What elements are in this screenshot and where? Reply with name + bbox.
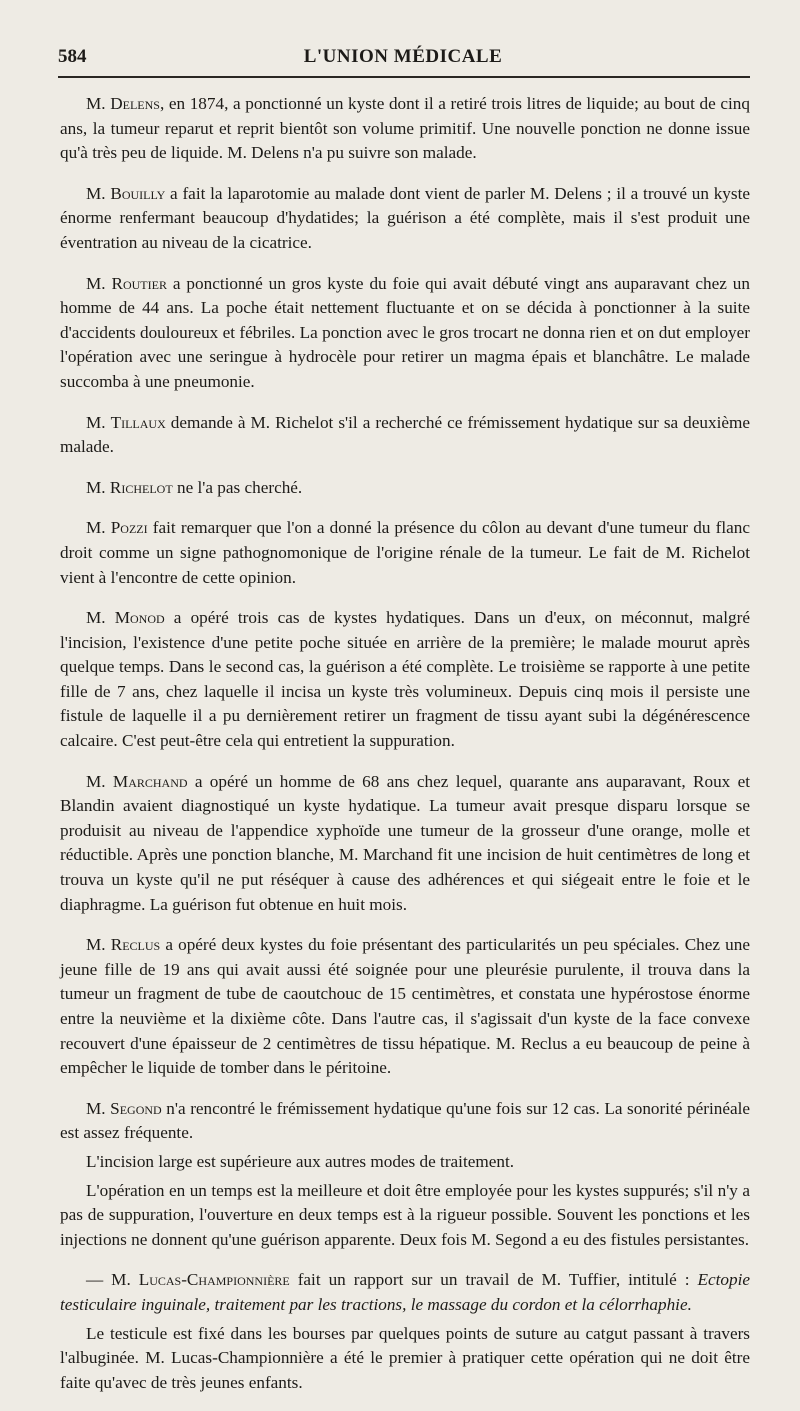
speaker-name: Reclus [110, 935, 161, 955]
speaker-name: Routier [111, 273, 167, 293]
page-number: 584 [58, 46, 87, 67]
paragraph-segond-incision: L'incision large est supérieure aux autres modes de traitement. [86, 1151, 515, 1171]
paragraph-tillaux: M. Tillaux demande à M. Richelot s'il a recherché ce frémissement hydatique sur sa deuxième malade. [60, 412, 750, 457]
speaker-name: Pozzi [110, 518, 148, 538]
speaker-name: Tillaux [110, 412, 166, 432]
speaker-name: Delens [110, 94, 160, 113]
paragraph-segond-operation: L'opération en un temps est la meilleure et doit être employée pour les kystes suppurés; s'il n'y a pas de suppuration, l'ouverture en deux temps est à la rigueur possible. Souvent les ponctions et les injections ne donnent qu'une guérison apparente. Deux fois M. Segond a eu des fistules persistantes. [60, 1180, 750, 1249]
speaker-name: Monod [114, 608, 165, 628]
speaker-name: Richelot [109, 477, 173, 497]
paragraph-delens: M. Delens, en 1874, a ponctionné un kyste dont il a retiré trois litres de liquide; au bout de cinq ans, la tumeur reparut et reprit bientôt son volume primitif. Une nouvelle ponction ne donne issue qu'à très peu de liquide. M. Delens n'a pu suivre son malade. [60, 94, 750, 163]
paragraph-final: Le testicule est fixé dans les bourses par quelques points de suture au catgut passant à travers l'albuginée. M. Lucas-Championnière a été le premier à pratiquer cette opération qui ne doit être faite qu'avec de très jeunes enfants. [60, 1323, 750, 1392]
paragraph-marchand: M. Marchand a opéré un homme de 68 ans chez lequel, quarante ans auparavant, Roux et Blandin avaient diagnostiqué un kyste hydatique. La tumeur avait presque disparu lorsque se produisit au niveau de l'appendice xyphoïde une tumeur de la grosseur d'une orange, molle et réductible. Après une ponction blanche, M. Marchand fit une incision de huit centimètres de long et trouva un kyste qu'il ne put réséquer à cause des adhérences et qui siégeait entre le foie et le diaphragme. La guérison fut obtenue en huit mois. [60, 771, 750, 914]
page-header [58, 44, 748, 74]
article-body [60, 92, 750, 1411]
speaker-name: Marchand [112, 771, 188, 791]
paragraph-pozzi: M. Pozzi fait remarquer que l'on a donné la présence du côlon au devant d'une tumeur du flanc droit comme un signe pathognomonique de l'origine rénale de la tumeur. Le fait de M. Richelot vient à l'encontre de cette opinion. [60, 518, 750, 587]
paragraph-report: — M. Lucas-Championnière fait un rapport sur un travail de M. Tuffier, intitulé : Ectopie testiculaire inguinale, traitement par les tractions, le massage du cordon et la célorrhaphie. [60, 1270, 750, 1314]
paragraph-bouilly: M. Bouilly a fait la laparotomie au malade dont vient de parler M. Delens ; il a trouvé un kyste énorme renfermant beaucoup d'hydatides; la guérison a été complète, mais il s'est produit une éventration au niveau de la cicatrice. [60, 183, 750, 252]
paragraph-routier: M. Routier a ponctionné un gros kyste du foie qui avait débuté vingt ans auparavant chez un homme de 44 ans. La poche était nettement fluctuante et on se décida à ponctionner à la suite d'accidents douloureux et fébriles. La ponction avec le gros trocart ne donna rien et on dut employer l'opération avec une seringue à hydrocèle pour retirer un magma épais et blanchâtre. Le malade succomba à une pneumonie. [60, 273, 750, 391]
paragraph-reclus: M. Reclus a opéré deux kystes du foie présentant des particularités un peu spéciales. Chez une jeune fille de 19 ans qui avait aussi été soignée pour une pleurésie purulente, il trouva dans la tumeur un fragment de tube de caoutchouc de 15 centimètres, et constata une hypérostose énorme entre la neuvième et la dixième côte. Dans l'autre cas, il s'agissait d'un kyste de la face convexe recouvert d'une épaisseur de 2 centimètres de tissu hépatique. M. Reclus a eu beaucoup de peine à empêcher le liquide de tomber dans le péritoine. [60, 935, 750, 1078]
speaker-name: Lucas-Championnière [138, 1270, 290, 1290]
running-title: L'UNION MÉDICALE [303, 46, 503, 67]
paragraph-segond: M. Segond n'a rencontré le frémissement hydatique qu'une fois sur 12 cas. La sonorité périnéale est assez fréquente. [60, 1098, 750, 1143]
header-rule [58, 76, 750, 78]
speaker-name: Bouilly [110, 183, 166, 203]
speaker-name: Segond [110, 1098, 162, 1118]
paragraph-monod: M. Monod a opéré trois cas de kystes hydatiques. Dans un d'eux, on méconnut, malgré l'incision, l'existence d'une petite poche située en arrière de la première; le malade mourut après quelque temps. Dans le second cas, la guérison a été complète. Le troisième se rapporte à une petite fille de 7 ans, chez laquelle il incisa un kyste très volumineux. Depuis cinq mois il persiste une fistule de laquelle il a pu dernièrement retirer un fragment de tissu ayant subi la dégénérescence calcaire. C'est peut-être cela qui entretient la suppuration. [60, 608, 750, 751]
report-title: Ectopie testiculaire inguinale, traitement par les tractions, le massage du cordon et la célorrhaphie. [60, 1270, 750, 1314]
paragraph-richelot: M. Richelot ne l'a pas cherché. [86, 477, 303, 497]
